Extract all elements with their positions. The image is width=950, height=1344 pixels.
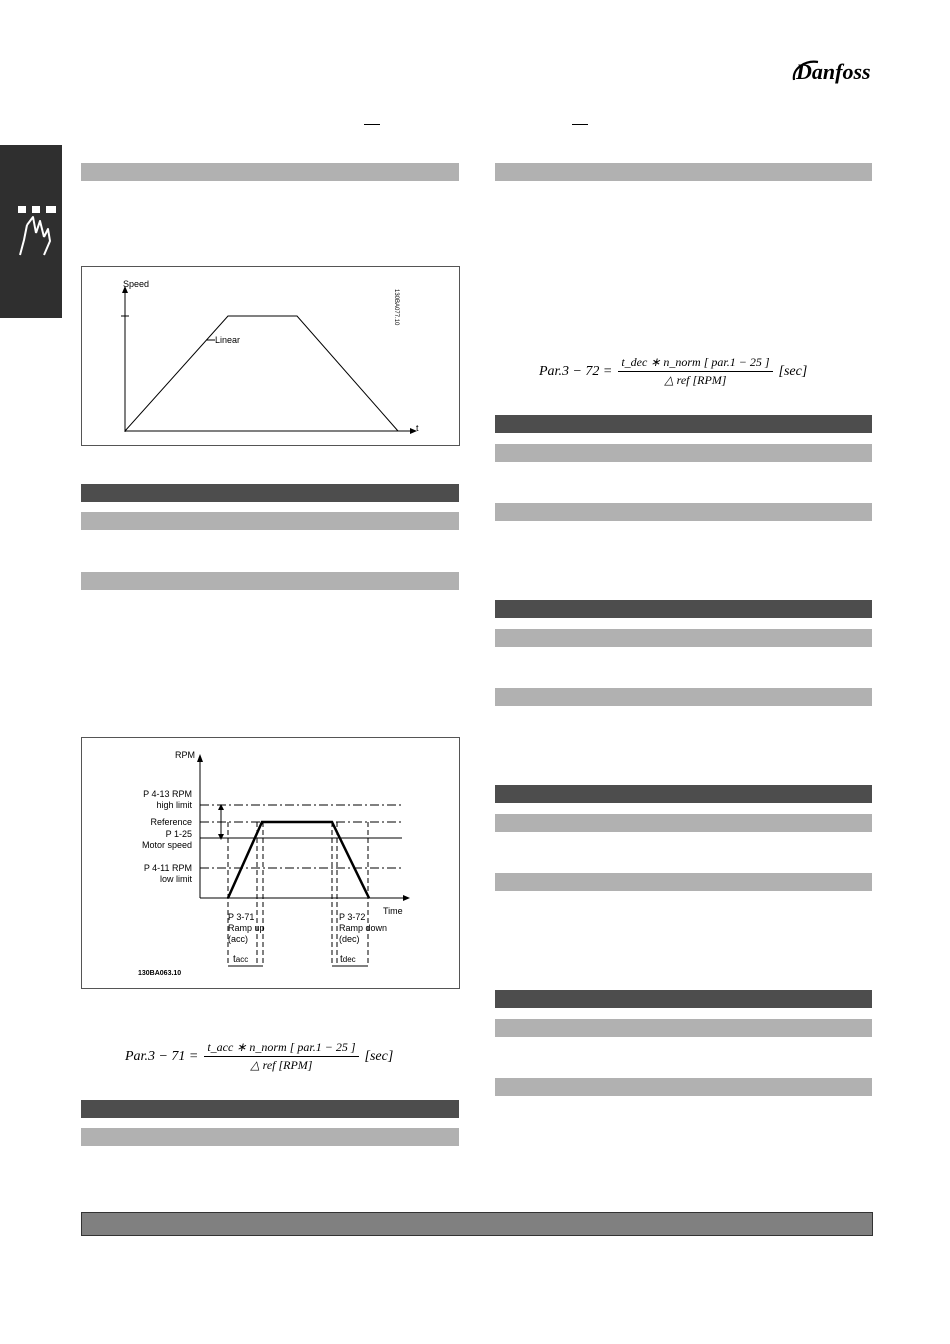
chart2-level-label: Motor speed <box>141 840 192 850</box>
section-bar-right-5-dark <box>495 600 872 618</box>
chart2-level-label: P 4-11 RPM <box>143 863 192 873</box>
formula-72-denominator: △ ref [RPM] <box>664 373 727 387</box>
hand-pointing-keys-icon <box>0 145 62 318</box>
danfoss-logo-text: Danfoss <box>796 59 871 84</box>
chart2-ramp-curve <box>228 822 369 898</box>
section-bar-left-2-dark <box>81 484 459 502</box>
section-bar-right-9 <box>495 814 872 832</box>
section-bar-right-12 <box>495 1019 872 1037</box>
chart2-x-arrow <box>403 895 410 901</box>
section-bar-right-11-dark <box>495 990 872 1008</box>
chart1-y-label: Speed <box>123 279 150 289</box>
chart1-figure-code: 130BA077.10 <box>393 289 399 326</box>
chart2-ramp-up-label: P 3-71 <box>228 912 255 922</box>
chart1-curve-label: Linear <box>215 335 241 345</box>
chart2-level-label: low limit <box>159 874 192 884</box>
section-bar-left-4 <box>81 572 459 590</box>
section-bar-right-13 <box>495 1078 872 1096</box>
section-bar-left-3 <box>81 512 459 530</box>
header-mark-left <box>364 124 380 125</box>
formula-72-numerator: t_dec ∗ n_norm [ par.1 − 25 ] <box>618 355 772 372</box>
formula-ramp-down <box>539 355 807 388</box>
linear-ramp-chart-svg <box>82 267 459 445</box>
formula-72-lhs: Par.3 − 72 = <box>539 363 613 379</box>
chart2-y-arrow <box>197 754 203 762</box>
section-bar-left-5-dark <box>81 1100 459 1118</box>
side-tab <box>0 145 62 318</box>
chart2-tacc-label: tacc <box>233 954 249 965</box>
formula-71-fraction <box>204 1040 358 1073</box>
section-bar-right-3 <box>495 444 872 462</box>
section-bar-right-6 <box>495 629 872 647</box>
chart2-x-label: Time <box>383 906 403 916</box>
header-mark-right <box>572 124 588 125</box>
section-bar-right-1 <box>495 163 872 181</box>
chart2-level-label: Reference <box>150 817 192 827</box>
chart2-level-label: P 1-25 <box>165 829 192 839</box>
chart2-figure-code: 130BA063.10 <box>138 970 182 977</box>
chart2-ramp-down-label: (dec) <box>339 934 360 944</box>
linear-ramp-chart <box>81 266 460 446</box>
section-bar-right-10 <box>495 873 872 891</box>
danfoss-logo-mark <box>788 52 890 90</box>
formula-71-lhs: Par.3 − 71 = <box>125 1048 199 1064</box>
chart2-range-arrow-bottom <box>218 834 224 840</box>
chart1-x-label: t <box>416 423 419 433</box>
chart1-speed-curve <box>125 316 398 431</box>
section-bar-right-8-dark <box>495 785 872 803</box>
section-bar-right-4 <box>495 503 872 521</box>
danfoss-logo <box>788 52 890 90</box>
chart2-level-label: high limit <box>156 800 192 810</box>
chart2-ramp-up-label: (acc) <box>228 934 248 944</box>
formula-ramp-up <box>125 1040 393 1073</box>
formula-71-numerator: t_acc ∗ n_norm [ par.1 − 25 ] <box>204 1040 358 1057</box>
ramp-time-chart-svg <box>82 738 459 988</box>
section-bar-right-2-dark <box>495 415 872 433</box>
formula-71-denominator: △ ref [RPM] <box>250 1058 313 1072</box>
footer-bar <box>81 1212 873 1236</box>
formula-72-unit: [sec] <box>778 363 808 379</box>
section-bar-right-7 <box>495 688 872 706</box>
chart2-ramp-up-label: Ramp up <box>228 923 265 933</box>
ramp-time-chart <box>81 737 460 989</box>
section-bar-left-6 <box>81 1128 459 1146</box>
chart2-level-label: P 4-13 RPM <box>143 789 192 799</box>
formula-71-unit: [sec] <box>364 1048 394 1064</box>
section-bar-left-1 <box>81 163 459 181</box>
chart2-tdec-label: tdec <box>340 954 356 965</box>
chart2-ramp-down-label: P 3-72 <box>339 912 366 922</box>
chart2-ramp-down-label: Ramp down <box>339 923 388 933</box>
formula-72-fraction <box>618 355 772 388</box>
chart2-y-label: RPM <box>175 750 195 760</box>
